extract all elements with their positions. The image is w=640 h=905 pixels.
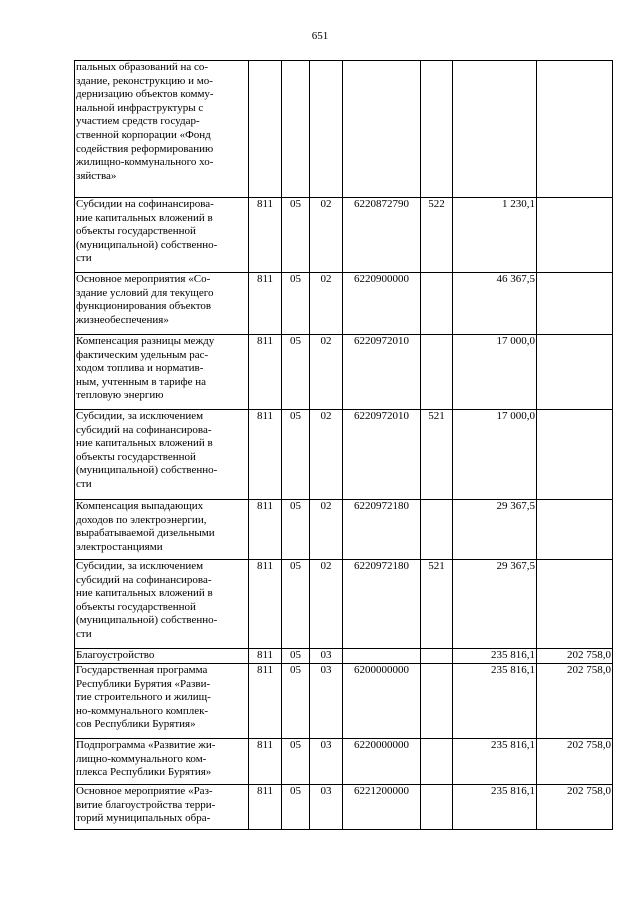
amount-col-1	[453, 61, 537, 198]
subsection-code: 03	[310, 649, 343, 664]
section-code: 05	[282, 500, 310, 560]
expense-type-code	[421, 649, 453, 664]
row-name-line: сов Республики Бурятия»	[76, 718, 196, 731]
table-row	[75, 649, 613, 664]
amount-col-2	[537, 560, 613, 649]
table-row	[75, 664, 613, 739]
amount-col-1: 235 816,1	[453, 664, 537, 739]
row-name-line: тие строительного и жилищ-	[76, 691, 211, 704]
target-article-code: 6220972010	[343, 335, 421, 410]
row-name-line: доходов по электроэнергии,	[76, 513, 207, 526]
amount-col-2: 202 758,0	[537, 739, 613, 785]
row-name-line: жизнеобеспечения»	[76, 313, 169, 326]
ministry-code	[249, 61, 282, 198]
amount-col-1: 235 816,1	[453, 649, 537, 664]
row-name-line: Благоустройство	[76, 649, 155, 661]
row-name-cell	[75, 198, 249, 273]
amount-col-2	[537, 61, 613, 198]
row-name-cell	[75, 61, 249, 198]
ministry-code: 811	[249, 664, 282, 739]
table-row	[75, 560, 613, 649]
section-code: 05	[282, 739, 310, 785]
row-name-line: Субсидии, за исключением	[76, 560, 204, 572]
row-name-line: содействия реформированию	[76, 142, 214, 155]
row-name-line: сти	[76, 627, 92, 640]
row-name-cell	[75, 500, 249, 560]
ministry-code: 811	[249, 560, 282, 649]
row-name-line: Подпрограмма «Развитие жи-	[76, 739, 216, 751]
ministry-code: 811	[249, 739, 282, 785]
row-name-line: Основное мероприятие «Раз-	[76, 785, 213, 797]
row-name-cell	[75, 664, 249, 739]
row-name-line: жилищно-коммунального хо-	[76, 156, 214, 169]
ministry-code: 811	[249, 649, 282, 664]
amount-col-2	[537, 198, 613, 273]
expense-type-code	[421, 61, 453, 198]
row-name-line: зяйства»	[76, 169, 117, 182]
ministry-code: 811	[249, 410, 282, 500]
row-name-line: здание условий для текущего	[76, 286, 214, 299]
subsection-code: 02	[310, 410, 343, 500]
row-name-line: функционирования объектов	[76, 300, 212, 313]
table-row	[75, 739, 613, 785]
section-code: 05	[282, 198, 310, 273]
row-name-line: дернизацию объектов комму-	[76, 88, 214, 101]
table-row	[75, 410, 613, 500]
amount-col-2: 202 758,0	[537, 664, 613, 739]
row-name-cell	[75, 560, 249, 649]
row-name-cell	[75, 785, 249, 830]
target-article-code: 6220900000	[343, 273, 421, 335]
expense-type-code: 522	[421, 198, 453, 273]
row-name-line: фактическим удельным рас-	[76, 348, 209, 361]
row-name-line: субсидий на софинансирова-	[76, 423, 212, 436]
amount-col-2: 202 758,0	[537, 649, 613, 664]
amount-col-2	[537, 500, 613, 560]
row-name-line: Субсидии, за исключением	[76, 410, 204, 422]
expense-type-code: 521	[421, 560, 453, 649]
subsection-code: 03	[310, 739, 343, 785]
row-name-line: объекты государственной	[76, 600, 196, 613]
target-article-code: 6220972010	[343, 410, 421, 500]
row-name-line: ние капитальных вложений в	[76, 211, 213, 224]
row-name-cell	[75, 739, 249, 785]
amount-col-1: 235 816,1	[453, 739, 537, 785]
section-code: 05	[282, 335, 310, 410]
table-row	[75, 785, 613, 830]
target-article-code: 6220972180	[343, 560, 421, 649]
expense-type-code	[421, 335, 453, 410]
row-name-line: ние капитальных вложений в	[76, 587, 213, 600]
expense-type-code	[421, 739, 453, 785]
budget-table	[74, 60, 613, 830]
ministry-code: 811	[249, 500, 282, 560]
amount-col-1: 29 367,5	[453, 500, 537, 560]
expense-type-code	[421, 500, 453, 560]
row-name-line: (муниципальной) собственно-	[76, 464, 218, 477]
row-name-line: нальной инфраструктуры с	[76, 101, 204, 114]
target-article-code	[343, 61, 421, 198]
row-name-line: Компенсация выпадающих	[76, 500, 204, 512]
section-code: 05	[282, 664, 310, 739]
amount-col-1: 17 000,0	[453, 410, 537, 500]
row-name-line: тепловую энергию	[76, 389, 164, 402]
amount-col-1: 1 230,1	[453, 198, 537, 273]
subsection-code: 02	[310, 273, 343, 335]
row-name-line: плекса Республики Бурятия»	[76, 766, 212, 779]
row-name-line: вырабатываемой дизельными	[76, 527, 215, 540]
row-name-line: субсидий на софинансирова-	[76, 573, 212, 586]
expense-type-code	[421, 273, 453, 335]
table-row	[75, 500, 613, 560]
section-code	[282, 61, 310, 198]
row-name-line: торий муниципальных обра-	[76, 812, 211, 825]
amount-col-1: 235 816,1	[453, 785, 537, 830]
row-name-line: Субсидии на софинансирова-	[76, 198, 214, 210]
row-name-line: ходом топлива и норматив-	[76, 362, 204, 375]
row-name-cell	[75, 410, 249, 500]
ministry-code: 811	[249, 335, 282, 410]
table-row	[75, 335, 613, 410]
row-name-line: здание, реконструкцию и мо-	[76, 74, 213, 87]
amount-col-1: 46 367,5	[453, 273, 537, 335]
amount-col-2	[537, 335, 613, 410]
table-row	[75, 198, 613, 273]
row-name-line: Компенсация разницы между	[76, 335, 215, 347]
row-name-line: электростанциями	[76, 540, 163, 553]
table-row	[75, 273, 613, 335]
target-article-code: 6200000000	[343, 664, 421, 739]
section-code: 05	[282, 273, 310, 335]
row-name-line: витие благоустройства терри-	[76, 798, 216, 811]
expense-type-code	[421, 785, 453, 830]
row-name-line: лищно-коммунального ком-	[76, 752, 207, 765]
section-code: 05	[282, 649, 310, 664]
row-name-line: Основное мероприятия «Со-	[76, 273, 211, 285]
page-number: 651	[311, 30, 329, 42]
table-row	[75, 61, 613, 198]
ministry-code: 811	[249, 273, 282, 335]
section-code: 05	[282, 560, 310, 649]
row-name-line: но-коммунального комплек-	[76, 704, 209, 717]
row-name-line: Государственная программа	[76, 664, 208, 676]
expense-type-code	[421, 664, 453, 739]
row-name-cell	[75, 273, 249, 335]
target-article-code	[343, 649, 421, 664]
row-name-line: ственной корпорации «Фонд	[76, 128, 211, 141]
row-name-line: (муниципальной) собственно-	[76, 238, 218, 251]
row-name-line: ние капитальных вложений в	[76, 437, 213, 450]
row-name-cell	[75, 649, 249, 664]
subsection-code	[310, 61, 343, 198]
amount-col-1: 17 000,0	[453, 335, 537, 410]
row-name-line: пальных образований на со-	[76, 61, 209, 73]
expense-type-code: 521	[421, 410, 453, 500]
row-name-line: объекты государственной	[76, 450, 196, 463]
subsection-code: 03	[310, 785, 343, 830]
subsection-code: 02	[310, 198, 343, 273]
row-name-cell	[75, 335, 249, 410]
row-name-line: сти	[76, 252, 92, 265]
ministry-code: 811	[249, 198, 282, 273]
subsection-code: 02	[310, 560, 343, 649]
row-name-line: участием средств государ-	[76, 115, 200, 128]
amount-col-2	[537, 410, 613, 500]
subsection-code: 03	[310, 664, 343, 739]
amount-col-2	[537, 273, 613, 335]
row-name-line: Республики Бурятия «Разви-	[76, 677, 211, 690]
amount-col-1: 29 367,5	[453, 560, 537, 649]
row-name-line: ным, учтенным в тарифе на	[76, 375, 207, 388]
target-article-code: 6220000000	[343, 739, 421, 785]
amount-col-2: 202 758,0	[537, 785, 613, 830]
row-name-line: объекты государственной	[76, 225, 196, 238]
row-name-line: (муниципальной) собственно-	[76, 614, 218, 627]
section-code: 05	[282, 785, 310, 830]
section-code: 05	[282, 410, 310, 500]
subsection-code: 02	[310, 335, 343, 410]
subsection-code: 02	[310, 500, 343, 560]
target-article-code: 6220972180	[343, 500, 421, 560]
ministry-code: 811	[249, 785, 282, 830]
target-article-code: 6221200000	[343, 785, 421, 830]
target-article-code: 6220872790	[343, 198, 421, 273]
row-name-line: сти	[76, 477, 92, 490]
